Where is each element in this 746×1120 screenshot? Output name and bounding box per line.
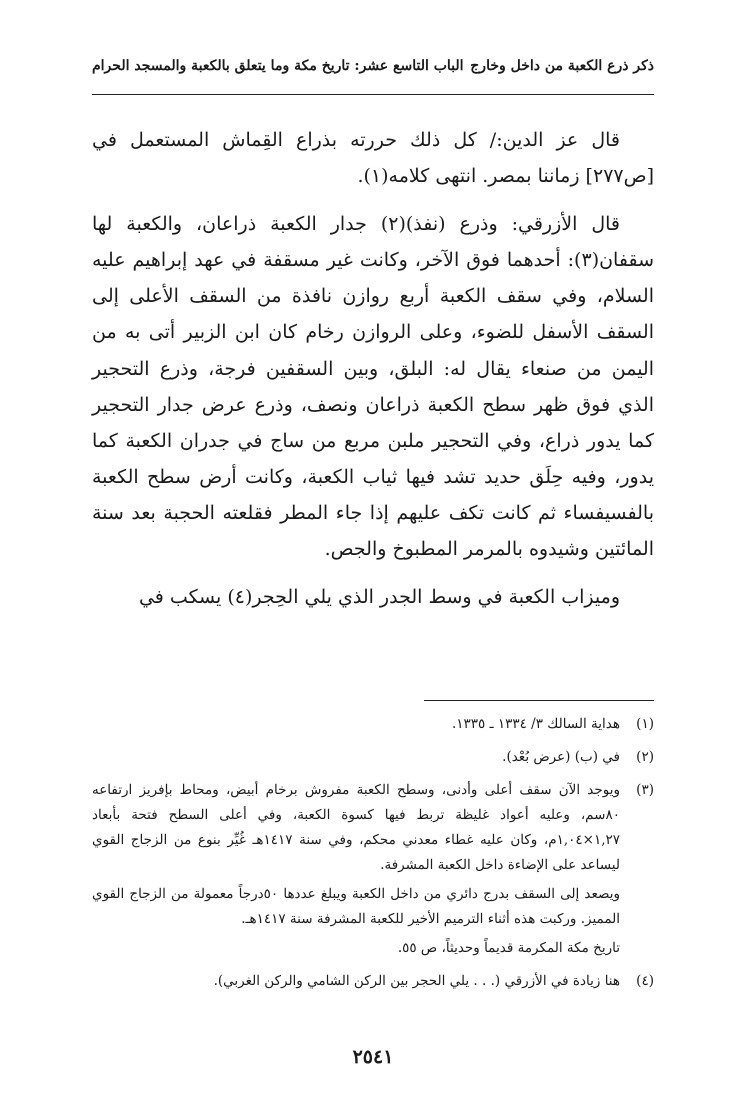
footnote-text: هنا زيادة في الأزرقي (. . . يلي الحجر بين الركن الشامي والركن الغربي).: [213, 972, 620, 989]
body-paragraph: قال عز الدين:/ كل ذلك حررته بذراع القِماش المستعمل في [ص٢٧٧] زماننا بمصر. انتهى كلامه(١).: [92, 129, 654, 188]
footnote-number: (٢): [636, 748, 654, 765]
footnote-text: ويوجد الآن سقف أعلى وأدنى، وسطح الكعبة مفروش برخام أبيض، ومحاط بإفريز ارتفاعه ٨٠سم، وعليه أعواد غليظة تربط فيها كسوة الكعبة، وفي أعلى السطح فتحة بأبعاد ١,٢٧×١,٠٤م، وكان عليه غطاء معدني محكم، وفي سنة ١٤١٧هـ غُيِّر بنوع من الزجاج القوي ليساعد على الإضاءة داخل الكعبة المشرفة.: [92, 781, 620, 873]
footnote-number: (٤): [636, 972, 654, 989]
footnote-number: (١): [636, 716, 654, 732]
footnote-text: ويصعد إلى السقف بدرج دائري من داخل الكعبة ويبلغ عددها ٥٠درجاً معمولة من الزجاج القوي المميز. وركبت هذه أثناء الترميم الأخير للكعبة المشرفة سنة ١٤١٧هـ.: [92, 885, 620, 927]
page-number: ٢٥٤١: [352, 1046, 394, 1068]
main-text: [92, 122, 654, 627]
header-section-title: ذكر ذرع الكعبة من داخل وخارج: [470, 58, 654, 74]
body-paragraph: وميزاب الكعبة في وسط الجدر الذي يلي الحِجر(٤) يسكب في: [138, 586, 620, 609]
footnote-number: (٣): [636, 781, 654, 798]
footnote-2: [92, 745, 654, 774]
footnote-text: في (ب) (عرض بُعْد).: [502, 748, 620, 765]
footnote-4: [92, 969, 654, 998]
running-header: [92, 58, 654, 74]
footnotes: [92, 712, 654, 1002]
header-chapter-title: الباب التاسع عشر: تاريخ مكة وما يتعلق بالكعبة والمسجد الحرام: [92, 58, 464, 74]
footnote-divider: [424, 700, 654, 701]
footnote-1: [92, 712, 654, 741]
body-paragraph: قال الأزرقي: وذرع (نفذ)(٢) جدار الكعبة ذراعان، والكعبة لها سقفان(٣): أحدهما فوق الآخر، وكانت غير مسقفة في عهد إبراهيم عليه السلام، وفي سقف الكعبة أربع روازن نافذة من السقف الأعلى إلى السقف الأسفل للضوء، وعلى الروازن رخام كان ابن الزبير أتى به من اليمن من صنعاء يقال له: البلق، وبين السقفين فرجة، وذرع التحجير الذي فوق ظهر سطح الكعبة ذراعان ونصف، وذرع عرض جدار التحجير كما يدور ذراع، وفي التحجير ملبن مربع من ساج في جدران الكعبة كما يدور، وفيه حِلَق حديد تشد فيها ثياب الكعبة، وكانت أرض سطح الكعبة بالفسيفساء ثم كانت تكف عليهم إذا جاء المطر فقلعته الحجبة بعد سنة المائتين وشيدوه بالمرمر المطبوخ والجص.: [92, 213, 654, 561]
footnote-3: [92, 778, 654, 965]
header-divider: [92, 94, 654, 95]
footnote-text: تاريخ مكة المكرمة قديماً وحديثاً، ص ٥٥.: [397, 939, 620, 956]
footnote-text: هداية السالك ٣/ ١٣٣٤ ـ ١٣٣٥.: [451, 716, 620, 732]
